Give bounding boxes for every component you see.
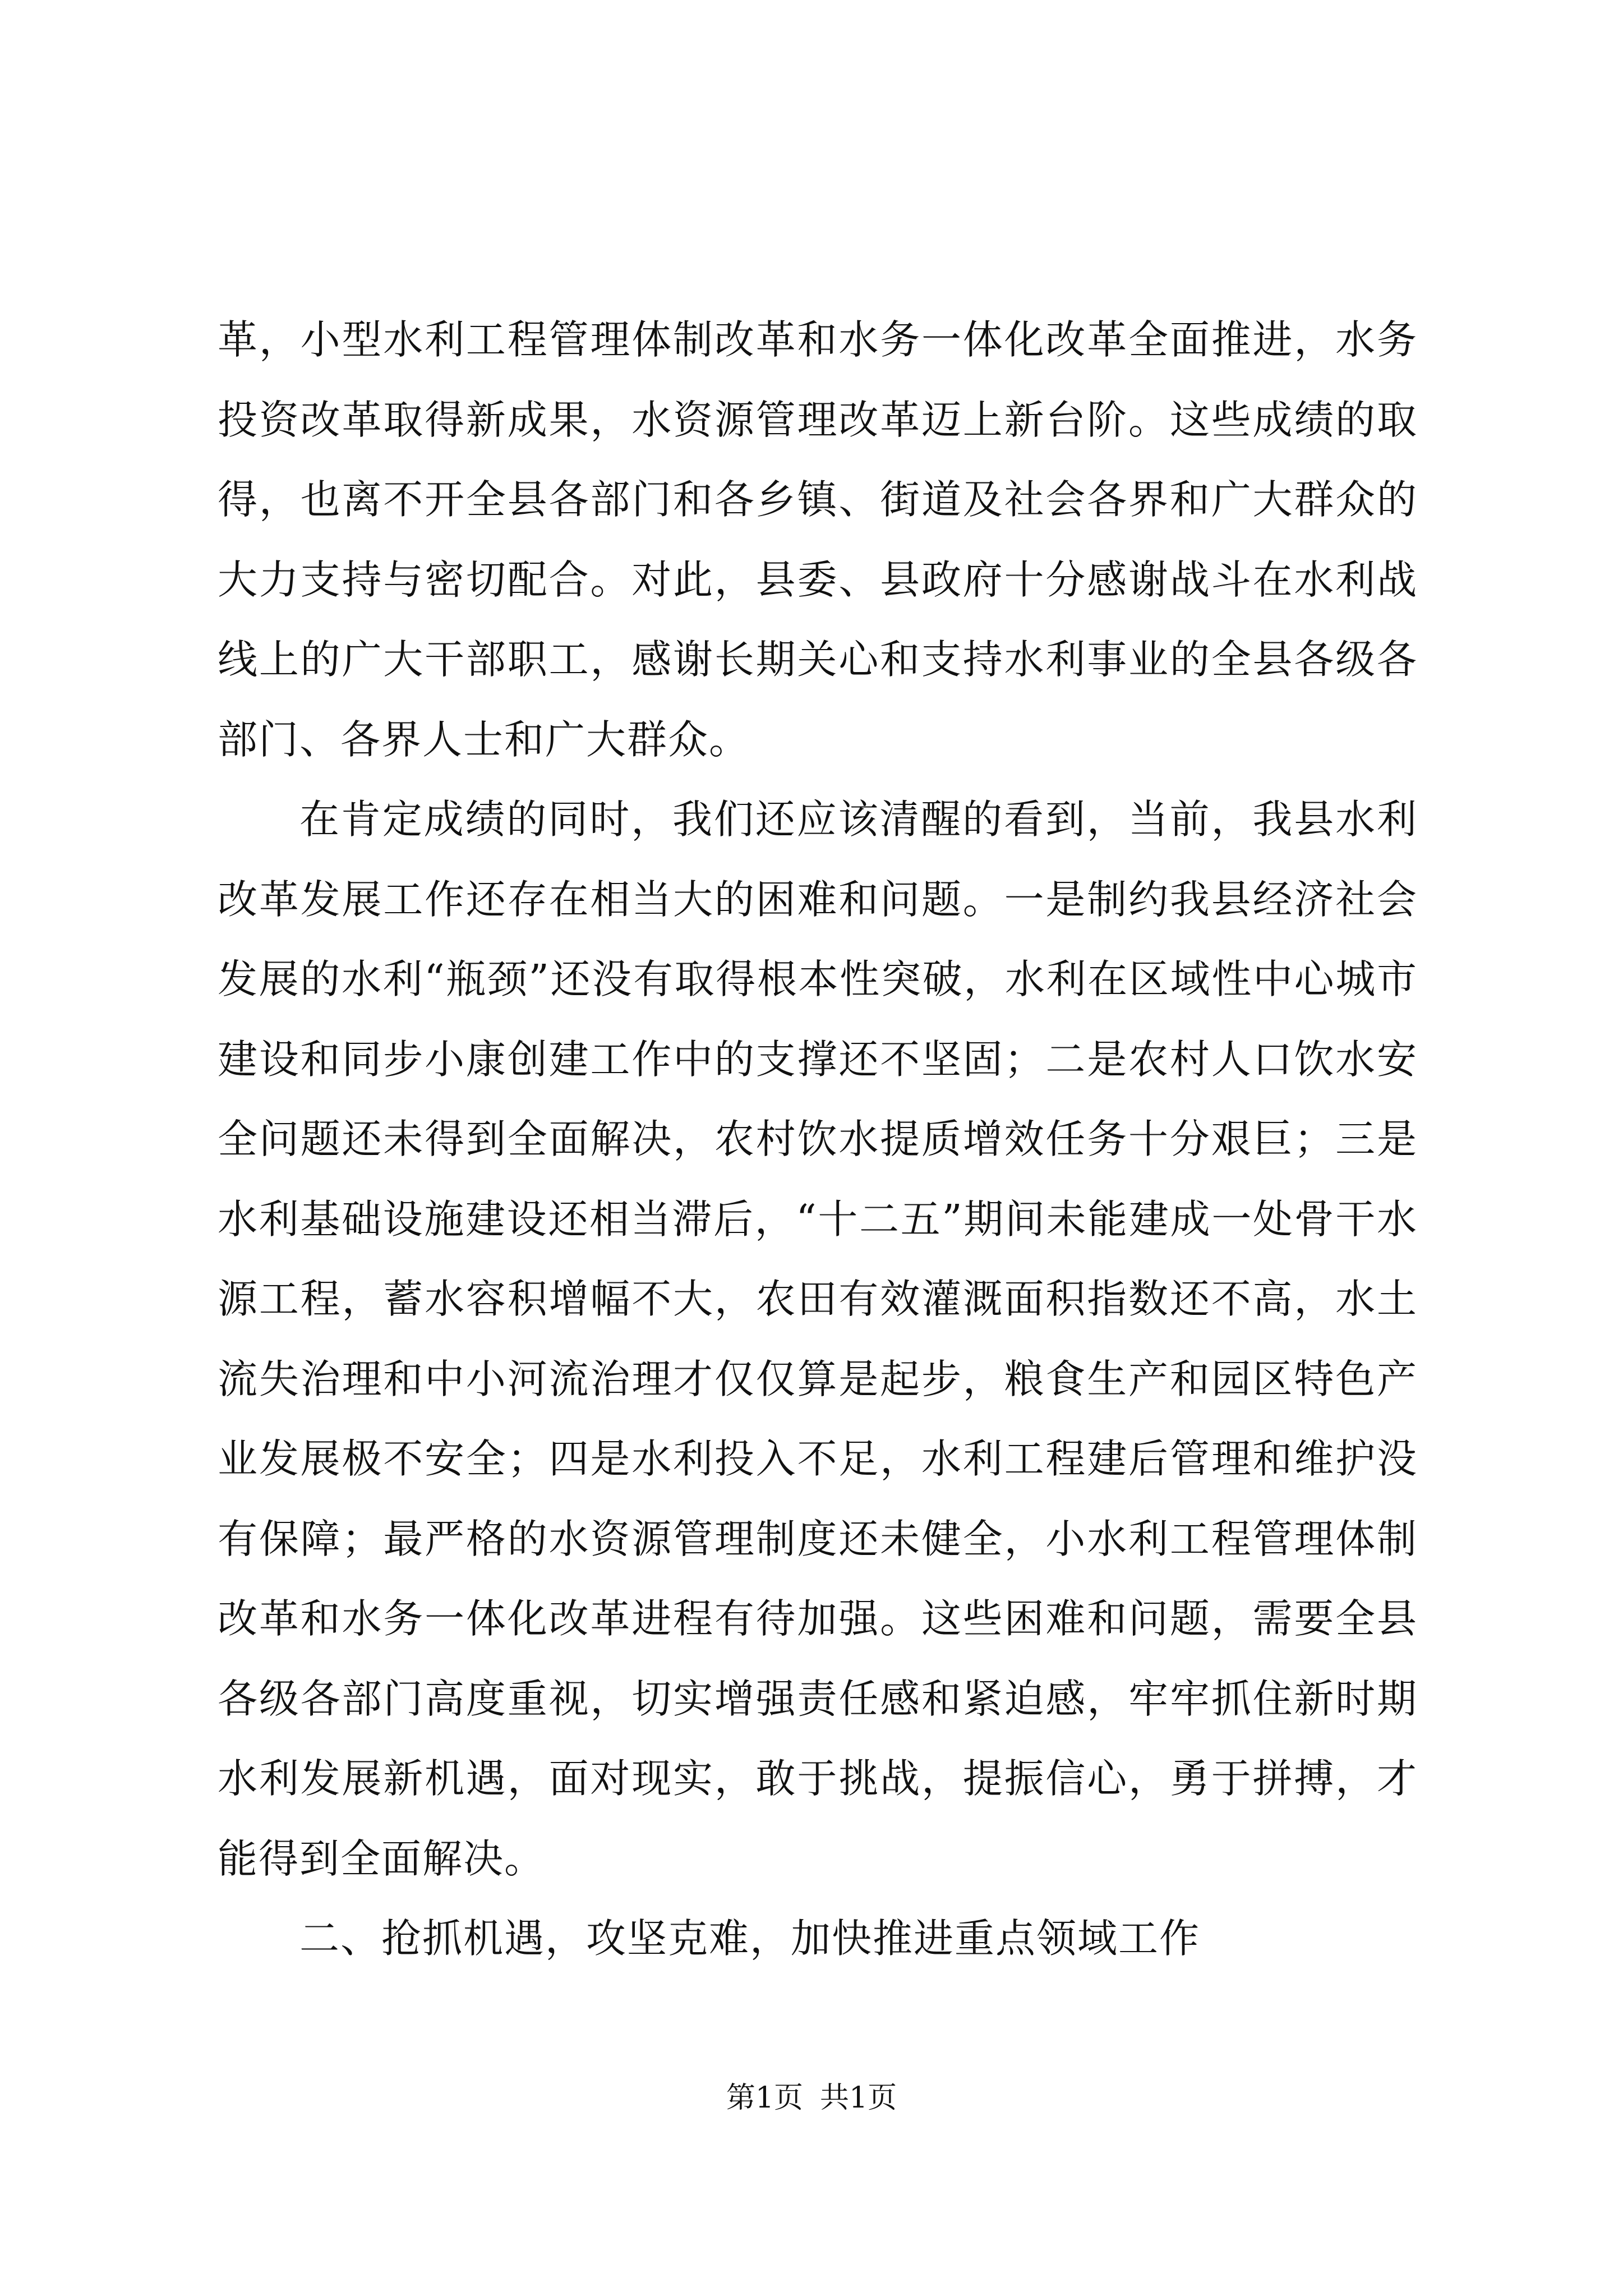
paragraph-2: 在肯定成绩的同时，我们还应该清醒的看到，当前，我县水利改革发展工作还存在相当大的困难和问题。一是制约我县经济社会发展的水利“瓶颈”还没有取得根本性突破，水利在区域性中心城市建设和同步小康创建工作中的支撑还不坚固；二是农村人口饮水安全问题还未得到全面解决，农村饮水提质增效任务十分艰巨；三是水利基础设施建设还相当滞后，“十二五”期间未能建成一处骨干水源工程，蓄水容积增幅不大，农田有效灌溉面积指数还不高，水土流失治理和中小河流治理才仅仅算是起步，粮食生产和园区特色产业发展极不安全；四是水利投入不足，水利工程建后管理和维护没有保障；最严格的水资源管理制度还未健全，小水利工程管理体制改革和水务一体化改革进程有待加强。这些困难和问题，需要全县各级各部门高度重视，切实增强责任感和紧迫感，牢牢抓住新时期水利发展新机遇，面对现实，敢于挑战，提振信心，勇于拼搏，才能得到全面解决。 xyxy=(218,796,1418,1882)
document-body xyxy=(218,300,1418,1979)
paragraph-1: 革，小型水利工程管理体制改革和水务一体化改革全面推进，水务投资改革取得新成果，水资源管理改革迈上新台阶。这些成绩的取得，也离不开全县各部门和各乡镇、街道及社会各界和广大群众的大力支持与密切配合。对此，县委、县政府十分感谢战斗在水利战线上的广大干部职工，感谢长期关心和支持水利事业的全县各级各部门、各界人士和广大群众。 xyxy=(218,316,1418,763)
page-total: 共1页 xyxy=(820,2081,897,2115)
page-footer xyxy=(0,2078,1623,2118)
section-heading: 二、抢抓机遇，攻坚克难，加快推进重点领域工作 xyxy=(299,1915,1201,1962)
page-number: 第1页 xyxy=(726,2081,803,2115)
